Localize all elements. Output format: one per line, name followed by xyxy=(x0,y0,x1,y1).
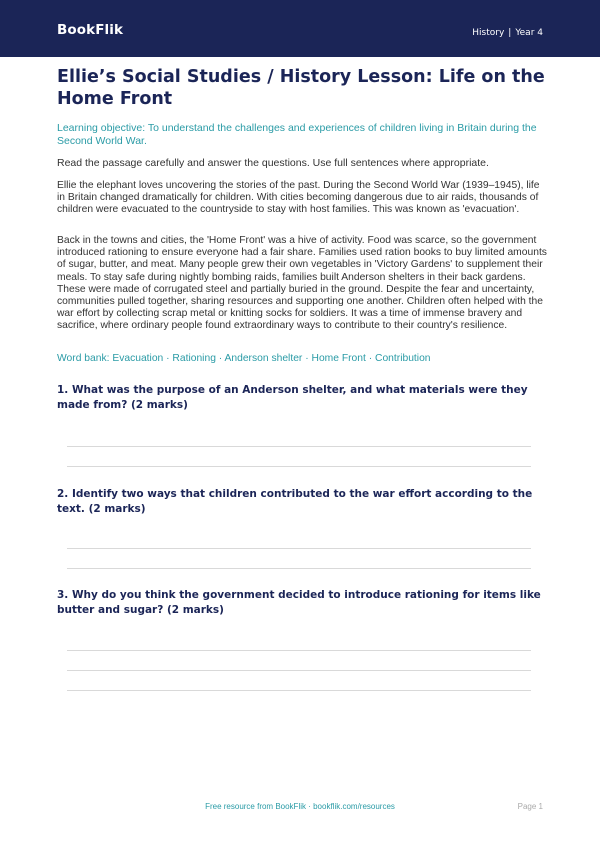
answer-line[interactable] xyxy=(67,548,531,549)
footer-credit: Free resource from BookFlik · bookflik.com/resources xyxy=(205,802,395,811)
question-1: 1. What was the purpose of an Anderson shelter, and what materials were they made from? (2 marks) xyxy=(57,384,528,411)
year-label: Year 4 xyxy=(515,28,543,38)
word-bank: Word bank: Evacuation · Rationing · Anderson shelter · Home Front · Contribution xyxy=(57,353,431,364)
answer-line[interactable] xyxy=(67,446,531,447)
learning-objective: Learning objective: To understand the challenges and experiences of children living in Britain during the Second World War. xyxy=(57,122,537,147)
passage-paragraph-2: Back in the towns and cities, the 'Home Front' was a hive of activity. Food was scarce, so the government introduced rationing to ensure everyone had a fair share. Families used ration books to buy limited amounts of sugar, butter, and meat. Many people grew their own vegetables in 'Victory Gardens' to supplement their meals. To stay safe during nightly bombing raids, families built Anderson shelters in their back gardens. These were made of corrugated steel and partially buried in the ground. Despite the fear and uncertainty, communities pulled together, sharing resources and supporting one another. Children often helped with the war effort by collecting scrap metal or knitting socks for soldiers. It was a time of immense bravery and sacrifice, where ordinary people found extraordinary ways to contribute to their country's resilience. xyxy=(57,235,547,332)
question-3: 3. Why do you think the government decided to introduce rationing for items like butter and sugar? (2 marks) xyxy=(57,589,541,616)
passage-paragraph-1: Ellie the elephant loves uncovering the stories of the past. During the Second World War (1939–1945), life in Britain changed dramatically for children. With cities becoming dangerous due to air raids, thousands of children were evacuated to the countryside to stay with host families. This was known as 'evacuation'. xyxy=(57,180,540,216)
question-2: 2. Identify two ways that children contributed to the war effort according to the text. (2 marks) xyxy=(57,488,533,515)
subject-label: History xyxy=(472,28,505,38)
header-bar xyxy=(0,0,600,57)
meta-separator: | xyxy=(508,28,512,38)
answer-line[interactable] xyxy=(67,568,531,569)
page-number: Page 1 xyxy=(517,802,543,811)
page-title: Ellie’s Social Studies / History Lesson: Life on the Home Front xyxy=(57,67,545,109)
answer-line[interactable] xyxy=(67,466,531,467)
answer-line[interactable] xyxy=(67,670,531,671)
brand-logo: BookFlik xyxy=(57,22,124,38)
header-meta xyxy=(472,28,543,38)
answer-line[interactable] xyxy=(67,650,531,651)
instructions: Read the passage carefully and answer the questions. Use full sentences where appropriate. xyxy=(57,157,489,169)
answer-line[interactable] xyxy=(67,690,531,691)
